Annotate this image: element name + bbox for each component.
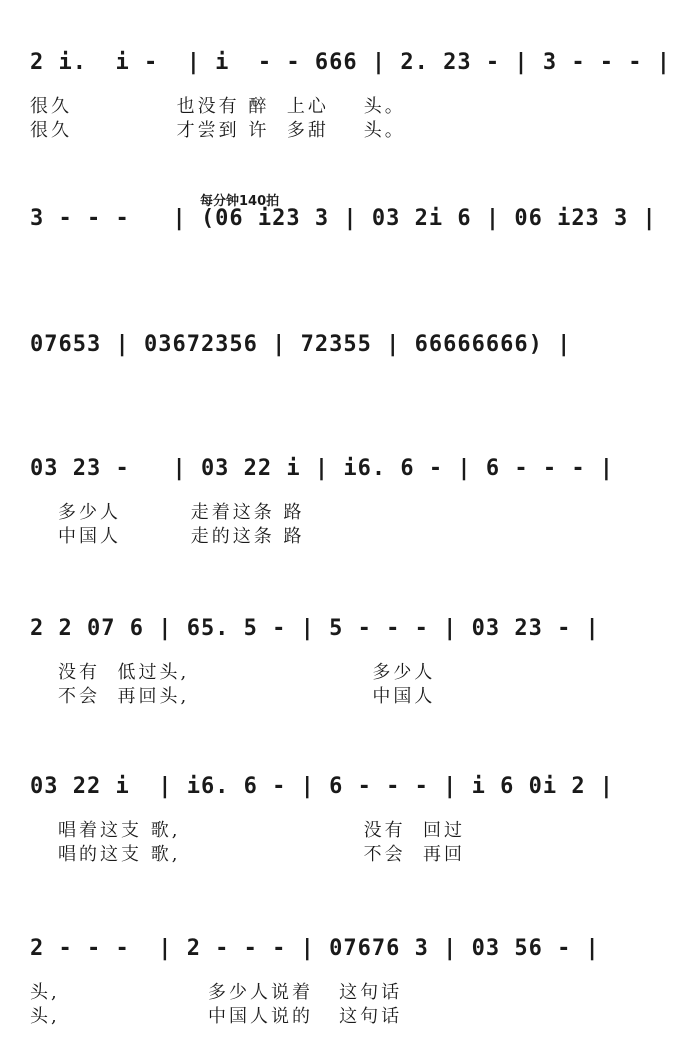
tempo-marking: 每分钟140拍 bbox=[200, 194, 280, 209]
lyric-verse-1: 唱着这支 歌, 没有 回过 bbox=[58, 820, 466, 841]
lyric-verse-1: 头, 多少人说着 这句话 bbox=[30, 982, 403, 1003]
notation-line-3: 07653 | 03672356 | 72355 | 66666666) | bbox=[30, 332, 572, 357]
notation-line-5: 2 2 07 6 | 65. 5 - | 5 - - - | 03 23 - | bbox=[30, 616, 600, 641]
lyric-verse-1: 多少人 走着这条 路 bbox=[58, 502, 305, 523]
notation-line-1: 2 i. i - | i - - 666 | 2. 23 - | 3 - - - | bbox=[30, 50, 672, 75]
lyric-verse-2: 中国人 走的这条 路 bbox=[58, 526, 305, 547]
notation-line-7: 2 - - - | 2 - - - | 07676 3 | 03 56 - | bbox=[30, 936, 600, 961]
lyric-verse-2: 头, 中国人说的 这句话 bbox=[30, 1006, 403, 1027]
lyric-verse-1: 很久 也没有 醉 上心 头。 bbox=[30, 96, 406, 117]
notation-line-2: 3 - - - | (06 i23 3 | 03 2i 6 | 06 i23 3 | bbox=[30, 206, 657, 231]
notation-line-6: 03 22 i | i6. 6 - | 6 - - - | i 6 0i 2 | bbox=[30, 774, 615, 799]
lyric-verse-2: 很久 才尝到 许 多甜 头。 bbox=[30, 120, 406, 141]
lyric-verse-2: 不会 再回头, 中国人 bbox=[58, 686, 436, 707]
notation-line-4: 03 23 - | 03 22 i | i6. 6 - | 6 - - - | bbox=[30, 456, 615, 481]
lyric-verse-1: 没有 低过头, 多少人 bbox=[58, 662, 436, 683]
lyric-verse-2: 唱的这支 歌, 不会 再回 bbox=[58, 844, 466, 865]
